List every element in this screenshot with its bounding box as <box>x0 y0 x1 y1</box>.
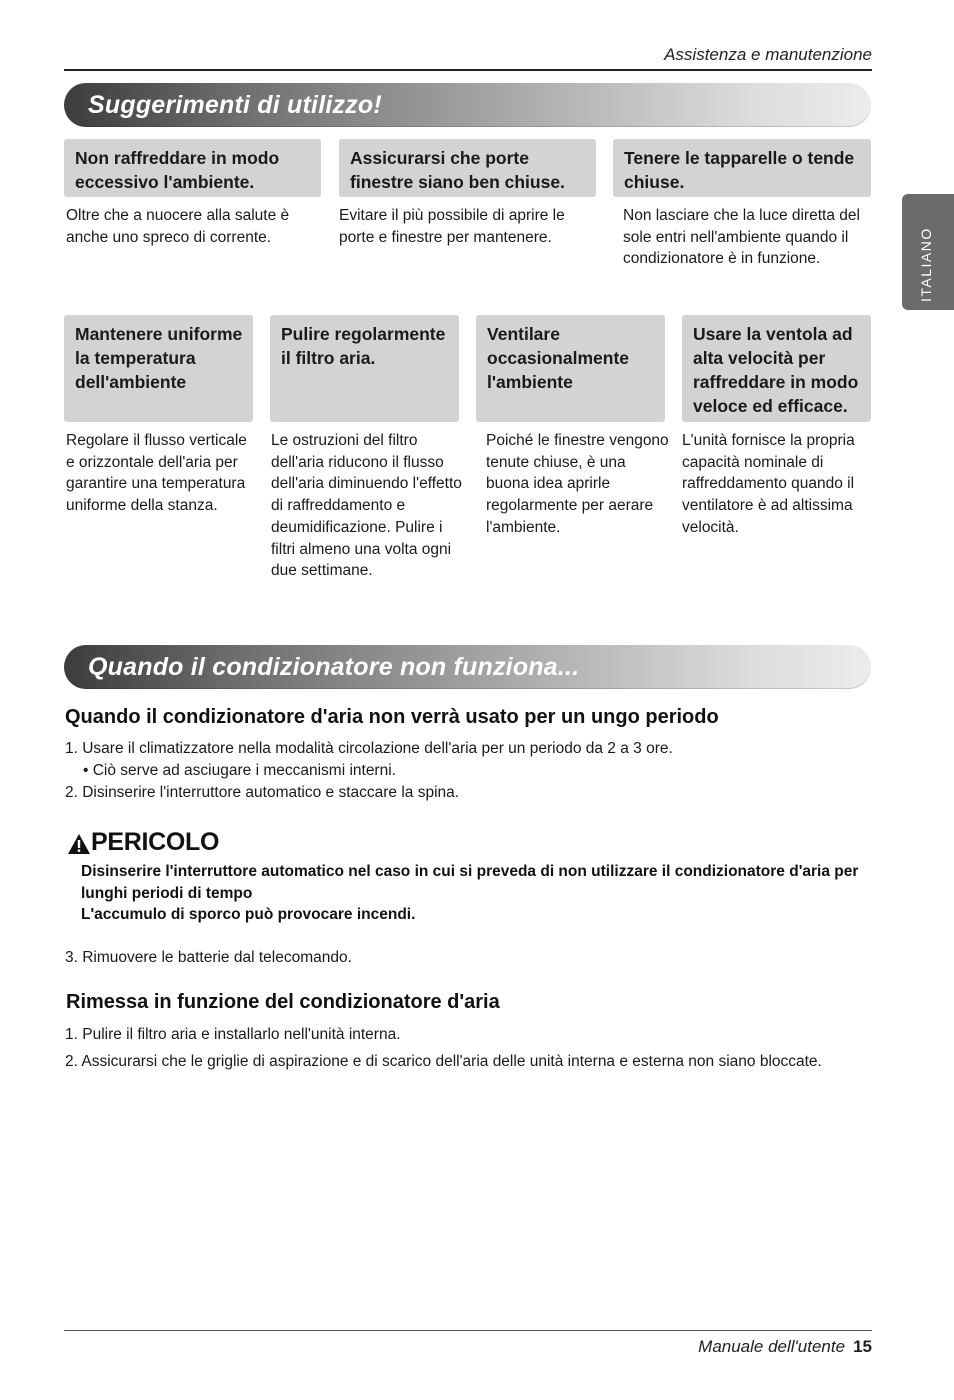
tip-title-box <box>682 315 871 422</box>
tip-title-box <box>613 139 871 197</box>
long-period-step-3: 3. Rimuovere le batterie dal telecomando. <box>65 949 352 966</box>
header-section-title: Assistenza e manutenzione <box>664 45 872 64</box>
tip-title: Non raffreddare in modo eccessivo l'ambiente. <box>75 148 280 192</box>
restart-heading: Rimessa in funzione del condizionatore d'aria <box>66 991 500 1013</box>
tip-text: Non lasciare che la luce diretta del sole entri nell'ambiente quando il condizionatore è in funzione. <box>623 207 860 268</box>
tip-title-box <box>339 139 596 197</box>
tip-title-box <box>476 315 665 422</box>
tip-text: Le ostruzioni del filtro dell'aria riducono il flusso dell'aria diminuendo l'effetto di raffreddamento e deumidificazione. Pulire i filtri almeno una volta ogni due settimane. <box>271 432 462 580</box>
long-period-step-2: 2. Disinserire l'interruttore automatico e staccare la spina. <box>65 784 460 801</box>
not-working-banner <box>64 645 871 689</box>
footer-manual-label: Manuale dell'utente <box>698 1337 846 1356</box>
tip-text: Regolare il flusso verticale e orizzontale dell'aria per garantire una temperatura uniforme della stanza. <box>66 432 247 515</box>
warning-title: PERICOLO <box>91 828 220 856</box>
long-period-step-1-note: • Ciò serve ad asciugare i meccanismi interni. <box>83 762 396 779</box>
restart-step-1: 1. Pulire il filtro aria e installarlo nell'unità interna. <box>65 1026 401 1043</box>
tip-title: Ventilare occasionalmente l'ambiente <box>487 324 629 392</box>
tip-text: Poiché le finestre vengono tenute chiuse, è una buona idea aprirle regolarmente per aerare l'ambiente. <box>486 432 669 536</box>
tip-title-box <box>270 315 459 422</box>
tip-title: Pulire regolarmente il filtro aria. <box>281 324 446 368</box>
tip-title: Usare la ventola ad alta velocità per raffreddare in modo veloce ed efficace. <box>693 324 859 416</box>
long-period-heading: Quando il condizionatore d'aria non verrà usato per un ungo periodo <box>65 706 719 728</box>
tip-title: Tenere le tapparelle o tende chiuse. <box>624 148 855 192</box>
page-number: 15 <box>853 1337 872 1356</box>
tip-title: Assicurarsi che porte finestre siano ben chiuse. <box>350 148 565 192</box>
tip-text: Oltre che a nuocere alla salute è anche uno spreco di corrente. <box>66 207 290 246</box>
warning-line-1: Disinserire l'interruttore automatico nel caso in cui si preveda di non utilizzare il condizionatore d'aria per lunghi periodi di tempo <box>81 863 859 902</box>
tip-title-box <box>64 315 253 422</box>
tip-title-box <box>64 139 321 197</box>
warning-line-2: L'accumulo di sporco può provocare incendi. <box>81 906 416 923</box>
restart-step-2: 2. Assicurarsi che le griglie di aspirazione e di scarico dell'aria delle unità interna e esterna non siano bloccate. <box>65 1053 822 1070</box>
tip-title: Mantenere uniforme la temperatura dell'ambiente <box>75 324 243 392</box>
language-tab <box>902 194 954 310</box>
not-working-banner-title: Quando il condizionatore non funziona... <box>88 653 580 681</box>
tips-banner <box>64 83 871 127</box>
footer <box>600 1337 872 1357</box>
footer-rule <box>64 1330 872 1331</box>
tip-text: Evitare il più possibile di aprire le porte e finestre per mantenere. <box>339 207 565 246</box>
warning-triangle-icon <box>67 832 91 856</box>
header-rule <box>64 69 872 71</box>
language-tab-label: ITALIANO <box>918 227 934 302</box>
tip-text: L'unità fornisce la propria capacità nominale di raffreddamento quando il ventilatore è ad altissima velocità. <box>682 432 855 536</box>
long-period-step-1: 1. Usare il climatizzatore nella modalità circolazione dell'aria per un periodo da 2 a 3 ore. <box>65 740 673 757</box>
tips-banner-title: Suggerimenti di utilizzo! <box>88 91 382 119</box>
